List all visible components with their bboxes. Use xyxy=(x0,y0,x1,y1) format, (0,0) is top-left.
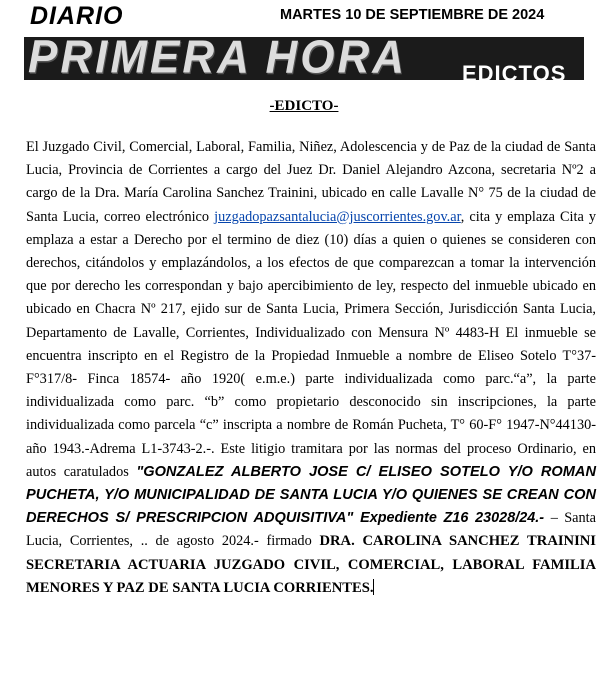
newspaper-kicker: DIARIO xyxy=(30,2,124,30)
text-cursor xyxy=(373,579,374,595)
edict-body xyxy=(26,136,596,600)
case-title: "GONZALEZ ALBERTO JOSE C/ ELISEO SOTELO Y/O ROMAN PUCHETA, Y/O MUNICIPALIDAD DE SANTA LUCIA Y/O QUIENES SE CREAN CON DERECHOS S/ PRESCRIPCION ADQUISITIVA" xyxy=(26,463,596,527)
dash-separator: – xyxy=(550,510,558,527)
body-text-start: El Juzgado Civil, Comercial, Laboral, Familia, Niñez, Adolescencia y de Paz de la ciudad de Santa Lucia, Provincia de Corrientes a cargo del Juez Dr. Daniel Alejandro Azcona, secretaria Nº2 a cargo de la Dra. María Carolina Sanchez Trainini, ubicado en calle Lavalle N° 75 de la ciudad de Santa Lucia, correo electrónico xyxy=(26,139,596,225)
signature-block: DRA. CAROLINA SANCHEZ TRAININI SECRETARIA ACTUARIA JUZGADO CIVIL, COMERCIAL, LABORAL FAMILIA MENORES Y PAZ DE SANTA LUCIA CORRIENTES. xyxy=(26,533,596,596)
section-label: EDICTOS xyxy=(462,61,567,86)
edict-title: -EDICTO- xyxy=(269,98,339,114)
expediente-number: Expediente Z16 23028/24.- xyxy=(353,510,551,527)
body-text-middle: , cita y emplaza Cita y emplaza a estar a Derecho por el termino de diez (10) días a quien o quienes se consideren con derechos, citándolos y emplazándolos, a los efectos de que comparezcan a tomar la intervención que por derecho les correspondan y bajo apercibimiento de ley, respecto del inmueble ubicado en ubicado en Chacra Nº 217, ejido sur de Santa Lucia, Primera Sección, Jurisdicción Santa Lucia, Departamento de Lavalle, Corrientes, Individualizado con Mensura Nº 4483-H El inmueble se encuentra inscripto en el Registro de la Propiedad Inmueble a nombre de Eliseo Sotelo T°37-F°317/8- Finca 18574- año 1920( e.m.e.) parte individualizada como parc.“a”, la parte individualizada como parc. “b” como propietario desconocido sin inscripciones, la parte individualizada como parcela “c” inscripta a nombre de Román Pucheta, T° 60-F° 1947-N°44130-año 1943.-Adrema L1-3743-2.-. Este litigio tramitara por las normas del proceso Ordinario, en autos caratulados xyxy=(26,208,596,480)
publication-date: MARTES 10 DE SEPTIEMBRE DE 2024 xyxy=(280,7,545,23)
court-email-link[interactable]: juzgadopazsantalucia@juscorrientes.gov.ar xyxy=(214,208,461,225)
newspaper-header xyxy=(24,0,584,86)
place-date: Santa Lucia, Corrientes, .. de agosto 2024.- firmado xyxy=(26,510,596,550)
masthead-title: PRIMERA HORA xyxy=(28,31,408,84)
